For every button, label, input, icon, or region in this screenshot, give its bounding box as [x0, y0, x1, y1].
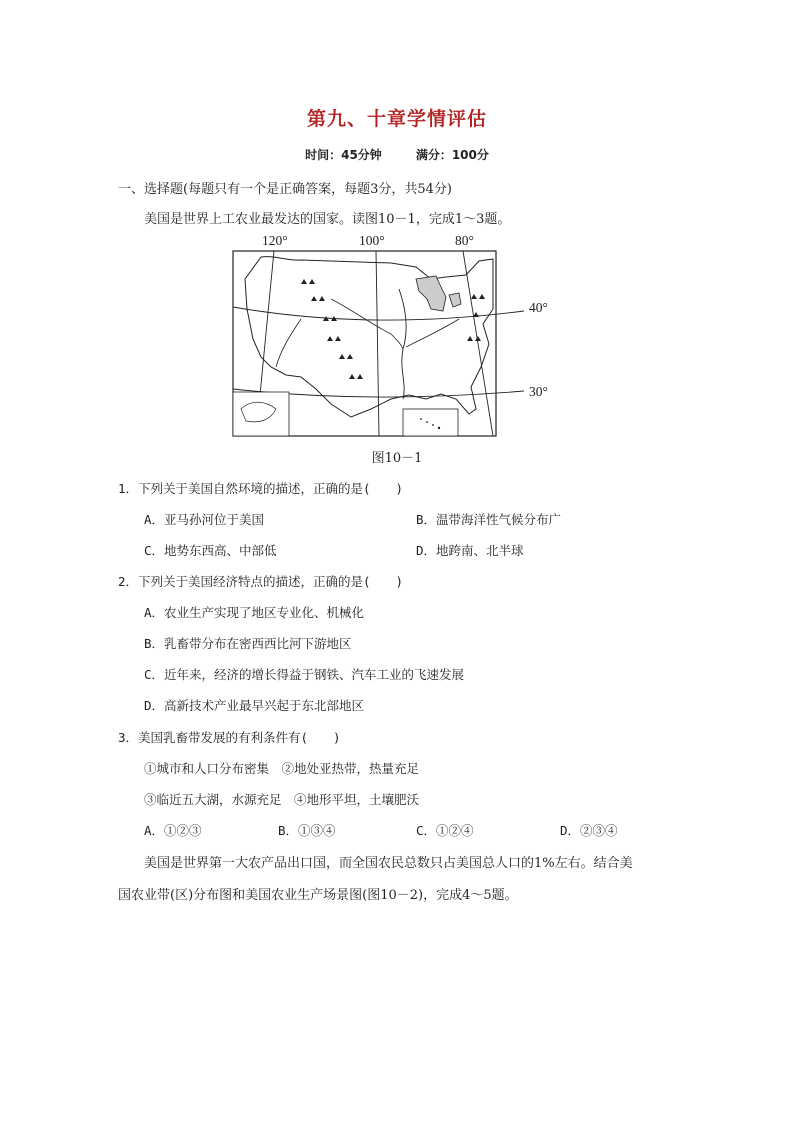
section-heading: 一、选择题(每题只有一个是正确答案，每题3分，共54分) — [118, 182, 452, 197]
question-1-option-d: D．地跨南、北半球 — [416, 543, 524, 558]
question-3-option-b: B．①③④ — [278, 823, 336, 838]
hawaii-inset — [403, 409, 458, 436]
alaska-inset — [233, 392, 289, 436]
question-2-option-c: C．近年来，经济的增长得益于钢铁、汽车工业的飞速发展 — [144, 667, 465, 682]
question-3-conditions-line-1: ①城市和人口分布密集 ②地处亚热带，热量充足 — [144, 761, 420, 776]
latitude-label: 30° — [529, 384, 548, 399]
question-2-option-d: D．高新技术产业最早兴起于东北部地区 — [144, 698, 365, 713]
exam-info — [0, 146, 794, 163]
question-3-option-c: C．①②④ — [416, 823, 474, 838]
page-title: 第九、十章学情评估 — [306, 108, 487, 130]
question-1-option-c: C．地势东西高、中部低 — [144, 543, 277, 558]
figure-caption: 图10－1 — [371, 451, 423, 466]
intro-paragraph-2-line-1: 美国是世界第一大农产品出口国，而全国农民总数只占美国总人口的1%左右。结合美 — [144, 856, 633, 871]
question-3-stem: 3．美国乳畜带发展的有利条件有( ) — [118, 730, 341, 745]
longitude-label: 120° — [262, 233, 288, 248]
question-1-stem: 1．下列关于美国自然环境的描述，正确的是( ) — [118, 481, 404, 496]
usa-map-figure — [231, 249, 531, 439]
question-2-stem: 2．下列关于美国经济特点的描述，正确的是( ) — [118, 574, 404, 589]
intro-paragraph-2-line-2: 国农业带(区)分布图和美国农业生产场景图(图10－2)，完成4～5题。 — [118, 888, 518, 903]
question-3-option-d: D．②③④ — [560, 823, 618, 838]
question-1-option-a: A．亚马孙河位于美国 — [144, 512, 265, 527]
exam-score: 满分：100分 — [415, 148, 489, 162]
question-3-option-a: A．①②③ — [144, 823, 202, 838]
question-3-conditions-line-2: ③临近五大湖，水源充足 ④地形平坦，土壤肥沃 — [144, 792, 420, 807]
latitude-label: 40° — [529, 300, 548, 315]
exam-time: 时间：45分钟 — [305, 148, 382, 162]
question-2-option-b: B．乳畜带分布在密西西比河下游地区 — [144, 636, 352, 651]
question-2-option-a: A．农业生产实现了地区专业化、机械化 — [144, 605, 365, 620]
question-1-option-b: B．温带海洋性气候分布广 — [416, 512, 562, 527]
intro-paragraph-1: 美国是世界上工农业最发达的国家。读图10－1，完成1～3题。 — [144, 212, 511, 227]
longitude-label: 100° — [359, 233, 385, 248]
longitude-label: 80° — [455, 233, 474, 248]
